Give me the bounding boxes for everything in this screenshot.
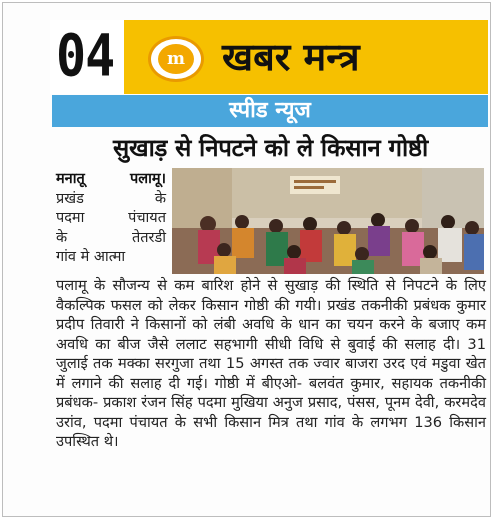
brand-logo-icon bbox=[148, 36, 204, 82]
lead-line: पदमा पंचायत bbox=[56, 210, 166, 227]
article-dateline: मनातू पलामू। bbox=[56, 171, 166, 187]
meeting-photo bbox=[172, 168, 484, 274]
brand-title: खबर मन्त्र bbox=[222, 35, 360, 79]
page-number: 04 bbox=[56, 22, 115, 90]
logo-glyph: m bbox=[158, 44, 194, 74]
lead-line: गांव मे आत्मा bbox=[56, 249, 126, 266]
article-headline: सुखाड़ से निपटने को ले किसान गोष्ठी bbox=[113, 134, 428, 162]
article-body: पलामू के सौजन्य से कम बारिश होने से सुखाड़ की स्थिति से निपटने के लिए वैकल्पिक फसल को लेकर किसान गोष्ठी की गयी। प्रखंड तकनीकी प्रबंधक कुमार प्रदीप तिवारी ने किसानों को लंबी अवधि के धान का चयन करने के बजाए कम अवधि का बीज जैसे ललाट सहभागी सीधी विधि से बुवाई की सलाह दी। 31 जुलाई तक मक्का सरगुजा तथा 15 अगस्त तक ज्वार बाजरा उरद एवं मडुवा खेत में लगाने की सलाह दी गई। गोष्ठी में बीएओ- बलवंत कुमार, सहायक तकनीकी प्रबंधक- प्रकाश रंजन सिंह पदमा मुखिया अनुज प्रसाद, पंसस, पूनम देवी, करमदेव उरांव, पदमा पंचायत के सभी किसान मित्र तथा गांव के लगभग 136 किसान उपस्थित थे। bbox=[56, 277, 486, 451]
article-lead-column bbox=[56, 170, 166, 268]
section-label: स्पीड न्यूज bbox=[229, 98, 311, 123]
lead-line: के तेतरडी bbox=[56, 229, 166, 246]
lead-line: प्रखंड के bbox=[56, 190, 166, 207]
section-band bbox=[52, 95, 488, 127]
